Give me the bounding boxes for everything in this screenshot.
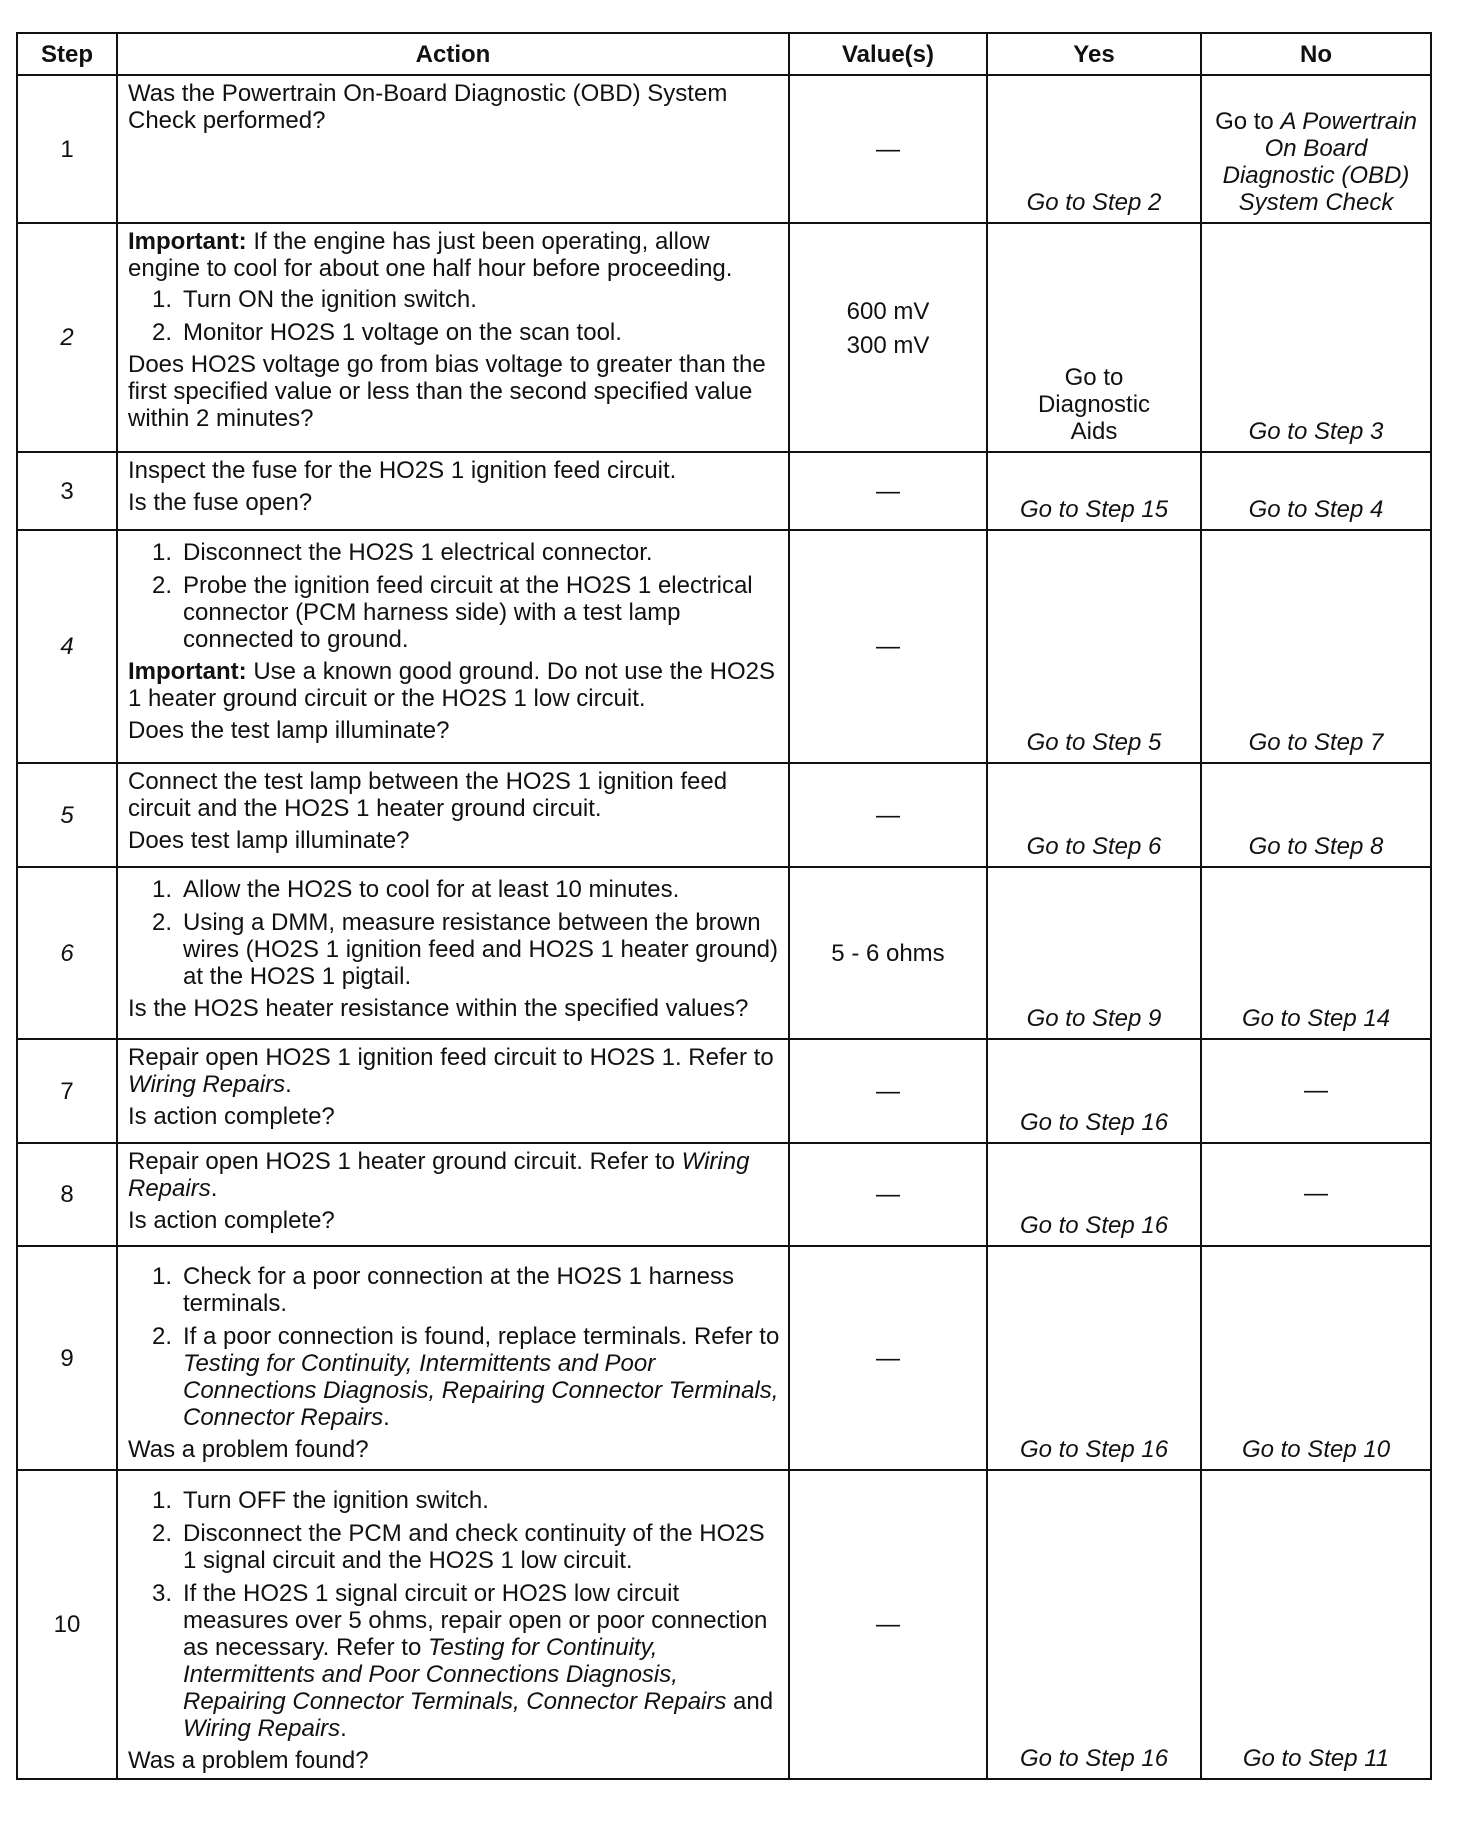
- step-number: 3: [17, 452, 117, 530]
- action-step: 2. If a poor connection is found, replace terminals. Refer to Testing for Continuity, Intermittents and Poor Connections Diagnosis, Repairing Connector Terminals, Connector Repairs.: [152, 1323, 780, 1431]
- action-step: 1. Allow the HO2S to cool for at least 10 minutes.: [152, 876, 680, 903]
- yes-cell: Go to Step 2: [987, 75, 1201, 223]
- action-cell: [117, 1246, 789, 1470]
- no-cell: Go to Step 8: [1201, 763, 1431, 867]
- no-cell: Go to Step 14: [1201, 867, 1431, 1039]
- reference-link: Wiring Repairs: [128, 1071, 286, 1098]
- diagnostic-table: [16, 32, 1432, 1780]
- header-values: Value(s): [789, 33, 987, 75]
- step-number: 5: [17, 763, 117, 867]
- reference-link: Testing for Continuity, Intermittents and Poor Connections Diagnosis, Repairing Connector Terminals, Connector Repairs: [183, 1634, 727, 1715]
- table-row: [17, 1143, 1431, 1246]
- no-cell: —: [1201, 1143, 1431, 1246]
- action-question: Is the HO2S heater resistance within the specified values?: [128, 995, 749, 1022]
- yes-cell: Go to Step 16: [987, 1246, 1201, 1470]
- action-step: 1. Turn ON the ignition switch.: [152, 286, 477, 313]
- table-row: [17, 763, 1431, 867]
- action-question: Does test lamp illuminate?: [128, 827, 410, 854]
- step-number: 2: [17, 223, 117, 452]
- reference-link: Testing for Continuity, Intermittents and Poor Connections Diagnosis, Repairing Connector Terminals, Connector Repairs: [183, 1350, 779, 1431]
- table-row: [17, 1246, 1431, 1470]
- action-step: 2. Disconnect the PCM and check continuity of the HO2S 1 signal circuit and the HO2S 1 low circuit.: [152, 1520, 765, 1574]
- action-text: Repair open HO2S 1 heater ground circuit. Refer to Wiring Repairs.: [128, 1148, 750, 1202]
- table-row: [17, 530, 1431, 763]
- important-label: Important:: [128, 228, 247, 255]
- step-number: 4: [17, 530, 117, 763]
- action-step: 1. Check for a poor connection at the HO2S 1 harness terminals.: [152, 1263, 734, 1317]
- no-cell: Go to Step 10: [1201, 1246, 1431, 1470]
- important-note: [128, 228, 780, 282]
- value-cell: —: [789, 1039, 987, 1143]
- table-row: [17, 867, 1431, 1039]
- step-number: 1: [17, 75, 117, 223]
- step-number: 9: [17, 1246, 117, 1470]
- action-cell: [117, 867, 789, 1039]
- action-question: Is action complete?: [128, 1103, 335, 1130]
- action-step: 3. If the HO2S 1 signal circuit or HO2S low circuit measures over 5 ohms, repair open or poor connection as necessary. Refer to Testing for Continuity, Intermittents and Poor Connections Diagnosis, Repairing Connector Terminals, Connector Repairs and Wiring Repairs.: [152, 1580, 774, 1742]
- header-step: Step: [17, 33, 117, 75]
- table-row: [17, 1470, 1431, 1779]
- action-cell: [117, 1470, 789, 1779]
- action-step: 2. Using a DMM, measure resistance between the brown wires (HO2S 1 ignition feed and HO2S 1 heater ground) at the HO2S 1 pigtail.: [152, 909, 778, 990]
- action-question: Was the Powertrain On-Board Diagnostic (OBD) System Check performed?: [128, 80, 728, 134]
- header-row: [17, 33, 1431, 75]
- step-number: 8: [17, 1143, 117, 1246]
- action-question: Does HO2S voltage go from bias voltage to greater than the first specified value or less than the second specified value within 2 minutes?: [128, 351, 766, 432]
- action-cell: [117, 452, 789, 530]
- step-number: 6: [17, 867, 117, 1039]
- value-cell: —: [789, 452, 987, 530]
- yes-cell: Go to Step 16: [987, 1470, 1201, 1779]
- action-cell: [117, 75, 789, 223]
- value-second: 300 mV: [846, 332, 930, 359]
- important-label: Important:: [128, 658, 247, 685]
- value-cell: —: [789, 1143, 987, 1246]
- action-step: 2. Monitor HO2S 1 voltage on the scan tool.: [152, 319, 622, 346]
- important-text: Use a known good ground. Do not use the HO2S 1 heater ground circuit or the HO2S 1 low circuit.: [128, 658, 775, 712]
- header-action: Action: [117, 33, 789, 75]
- yes-cell: Go to Step 15: [987, 452, 1201, 530]
- value-cell: [789, 223, 987, 452]
- no-cell: —: [1201, 1039, 1431, 1143]
- important-text: If the engine has just been operating, allow engine to cool for about one half hour before proceeding.: [128, 228, 733, 282]
- no-cell: Go to Step 11: [1201, 1470, 1431, 1779]
- no-cell: Go to Step 4: [1201, 452, 1431, 530]
- yes-cell: Go to Step 5: [987, 530, 1201, 763]
- value-cell: —: [789, 530, 987, 763]
- yes-cell: Go to Step 9: [987, 867, 1201, 1039]
- action-cell: [117, 1039, 789, 1143]
- action-question: Is the fuse open?: [128, 489, 313, 516]
- action-step: 1. Turn OFF the ignition switch.: [152, 1487, 489, 1514]
- yes-cell: Go to Diagnostic Aids: [987, 223, 1201, 452]
- table-row: [17, 452, 1431, 530]
- value-cell: —: [789, 1246, 987, 1470]
- action-steps: [128, 1263, 780, 1431]
- yes-cell: Go to Step 16: [987, 1039, 1201, 1143]
- value-cell: 5 - 6 ohms: [789, 867, 987, 1039]
- action-cell: [117, 530, 789, 763]
- action-steps: [128, 1487, 780, 1742]
- action-steps: [128, 539, 780, 653]
- action-steps: [128, 286, 780, 346]
- no-prefix: Go to: [1215, 108, 1281, 135]
- action-cell: [117, 763, 789, 867]
- step-number: 7: [17, 1039, 117, 1143]
- action-question: Does the test lamp illuminate?: [128, 717, 450, 744]
- action-steps: [128, 876, 780, 990]
- table-row: [17, 223, 1431, 452]
- yes-cell: Go to Step 16: [987, 1143, 1201, 1246]
- action-step: 2. Probe the ignition feed circuit at the HO2S 1 electrical connector (PCM harness side) with a test lamp connected to ground.: [152, 572, 753, 653]
- value-cell: —: [789, 1470, 987, 1779]
- action-cell: [117, 1143, 789, 1246]
- value-first: 600 mV: [846, 298, 930, 325]
- action-text: Repair open HO2S 1 ignition feed circuit to HO2S 1. Refer to Wiring Repairs.: [128, 1044, 774, 1098]
- reference-link: Wiring Repairs: [128, 1148, 750, 1202]
- no-reference: A Powertrain On Board Diagnostic (OBD) System Check: [1222, 108, 1417, 216]
- action-cell: [117, 223, 789, 452]
- step-number: 10: [17, 1470, 117, 1779]
- value-cell: —: [789, 75, 987, 223]
- no-cell: Go to Step 3: [1201, 223, 1431, 452]
- no-cell: [1201, 75, 1431, 223]
- action-question: Was a problem found?: [128, 1436, 369, 1463]
- action-step: 1. Disconnect the HO2S 1 electrical connector.: [152, 539, 653, 566]
- header-yes: Yes: [987, 33, 1201, 75]
- value-cell: —: [789, 763, 987, 867]
- yes-cell: Go to Step 6: [987, 763, 1201, 867]
- action-text: Inspect the fuse for the HO2S 1 ignition feed circuit.: [128, 457, 677, 484]
- table-row: [17, 1039, 1431, 1143]
- table-row: [17, 75, 1431, 223]
- diagnostic-table-page: [16, 32, 1430, 1780]
- action-question: Is action complete?: [128, 1207, 335, 1234]
- action-text: Connect the test lamp between the HO2S 1 ignition feed circuit and the HO2S 1 heater ground circuit.: [128, 768, 728, 822]
- action-question: Was a problem found?: [128, 1747, 369, 1774]
- important-note: [128, 658, 780, 712]
- header-no: No: [1201, 33, 1431, 75]
- reference-link: Wiring Repairs: [183, 1715, 341, 1742]
- no-cell: Go to Step 7: [1201, 530, 1431, 763]
